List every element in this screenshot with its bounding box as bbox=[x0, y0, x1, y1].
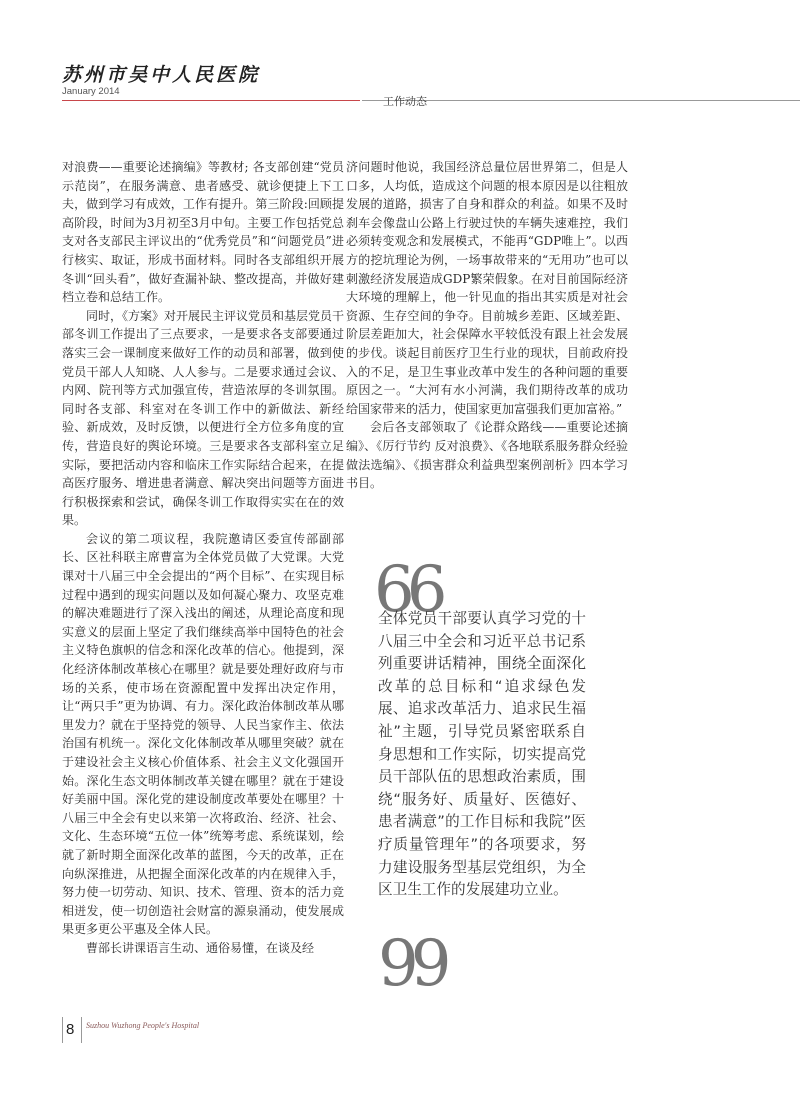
article-paragraph: 对浪费——重要论述摘编》等教材; 各支部创建“党员示范岗”，在服务满意、患者感受、就诊便捷上下工夫，做到学习有成效，工作有提升。第三阶段:回顾提高阶段，时间为3月初至3月中旬。主要工作包括党总支对各支部民主评议出的“优秀党员”和“问题党员”进行核实、取证，形成书面材料。同时各支部组织开展冬训“回头看”，做好查漏补缺、整改提高，并做好建档立卷和总结工作。 bbox=[62, 160, 344, 305]
pull-quote-text: 全体党员干部要认真学习党的十八届三中全会和习近平总书记系列重要讲话精神，围绕全面深化改革的总目标和“追求绿色发展、追求改革活力、追求民生福祉”主题，引导党员紧密联系自身思想和工作实际，切实提高党员干部队伍的思想政治素质，围绕“服务好、质量好、医德好、患者满意”的工作目标和我院”医疗质量管理年”的各项要求，努力建设服务型基层党组织，为全区卫生工作的发展建功立业。 bbox=[378, 610, 586, 899]
header-rule-right bbox=[362, 100, 800, 101]
article-column-right bbox=[346, 158, 628, 538]
header-rule-left bbox=[62, 100, 360, 101]
issue-date: January 2014 bbox=[62, 86, 120, 97]
article-paragraph: 曹部长讲课语言生动、通俗易懂，在谈及经 bbox=[86, 940, 315, 955]
article-paragraph: 同时，《方案》对开展民主评议党员和基层党员干部冬训工作提出了三点要求，一是要求各支部要通过落实三会一课制度来做好工作的动员和部署，做到使党员干部人人知晓、人人参与。二是要求通过会议、内网、院刊等方式加强宣传，营造浓厚的冬训氛围。同时各支部、科室对在冬训工作中的新做法、新经验、新成效，及时反馈，以便进行全方位多角度的宣传，营造良好的舆论环境。三是要求各支部科室立足实际，要把活动内容和临床工作实际结合起来，在提高医疗服务、增进患者满意、解决突出问题等方面进行积极探索和尝试，确保冬训工作取得实实在在的效果。 bbox=[62, 308, 345, 528]
section-label: 工作动态 bbox=[383, 95, 427, 108]
page-footer bbox=[0, 1015, 800, 1055]
page-header bbox=[0, 0, 800, 110]
article-paragraph: 济问题时他说，我国经济总量位居世界第二，但是人口多，人均低，造成这个问题的根本原因是以往粗放发展的道路，损害了自身和群众的利益。如果不及时刹车会像盘山公路上行驶过快的车辆失速难控，我们必须转变观念和发展模式，不能再“GDP唯上”。以西方的挖坑理论为例，一场事故带来的“无用功”也可以刺激经济发展造成GDP繁荣假象。在对目前国际经济大环境的理解上，他一针见血的指出其实质是对社会资源、生存空间的争夺。目前城乡差距、区域差距、阶层差距加大，社会保障水平较低没有跟上社会发展的步伐。谈起目前医疗卫生行业的现状，目前政府投入的不足，是卫生事业改革中发生的各种问题的重要原因之一。“大河有水小河满，我们期待改革的成功给国家带来的活力，使国家更加富强我们更加富裕。” bbox=[346, 160, 628, 416]
quote-open-icon: 66 bbox=[374, 553, 440, 627]
hospital-name: 苏州市吴中人民医院 bbox=[62, 64, 261, 86]
article-column-left bbox=[62, 158, 344, 988]
pull-quote bbox=[374, 553, 614, 1001]
quote-close-icon: 99 bbox=[378, 927, 444, 1001]
article-paragraph: 会议的第二项议程，我院邀请区委宣传部副部长、区社科联主席曹富为全体党员做了大党课。大党课对十八届三中全会提出的“两个目标”、在实现目标过程中遇到的现实问题以及如何凝心聚力、攻坚克难的解决难题进行了深入浅出的阐述，从理论高度和现实意义的层面上坚定了我们继续高举中国特色的社会主义特色旗帜的信念和深化改革的信心。他提到，深化经济体制改革核心在哪里？就是要处理好政府与市场的关系，使市场在资源配置中发挥出决定作用，让“两只手”更为协调、有力。深化政治体制改革从哪里发力？就在于坚持党的领导、人民当家作主、依法治国有机统一。深化文化体制改革从哪里突破？就在于建设社会主义核心价值体系、社会主义文化强国开始。深化生态文明体制改革关键在哪里？就在于建设好美丽中国。深化党的建设制度改革要处在哪里？十八届三中全会有史以来第一次将政治、经济、社会、文化、生态环境“五位一体”统筹考虑、系统谋划，绘就了新时期全面深化改革的蓝图，今天的改革，正在向纵深推进，从把握全面深化改革的内在规律入手，努力使一切劳动、知识、技术、管理、资本的活力竞相迸发，使一切创造社会财富的源泉涌动，使发展成果更多更公平惠及全体人民。 bbox=[62, 531, 344, 937]
page-number: 8 bbox=[66, 1021, 75, 1038]
footer-hospital-name: Suzhou Wuzhong People's Hospital bbox=[86, 1021, 200, 1030]
article-paragraph: 会后各支部领取了《论群众路线——重要论述摘编》、《厉行节约 反对浪费》、《各地联系服务群众经验做法选编》、《损害群众利益典型案例剖析》四本学习书目。 bbox=[346, 420, 628, 491]
